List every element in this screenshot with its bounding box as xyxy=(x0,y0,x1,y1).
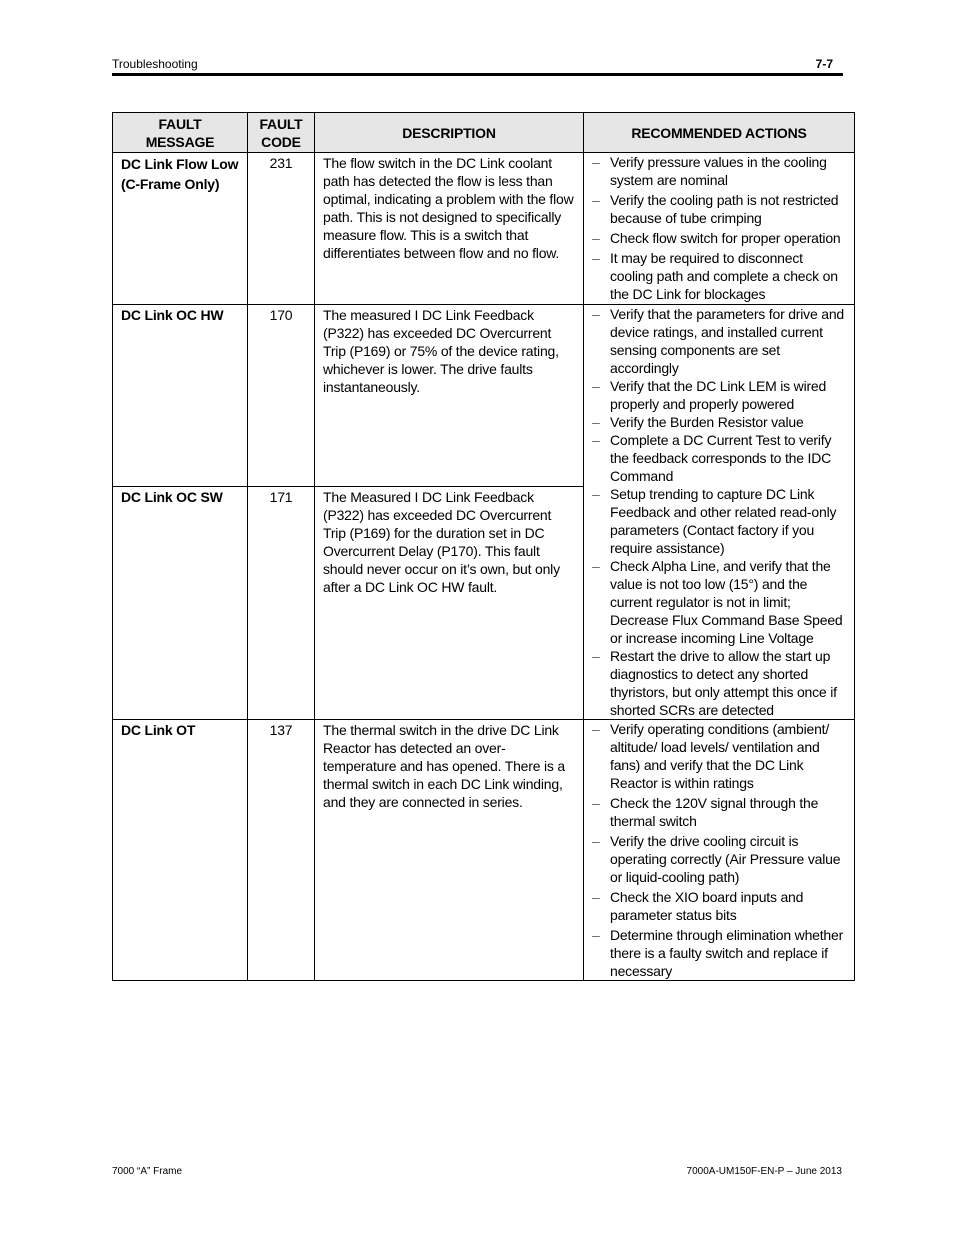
action-item: – Verify the drive cooling circuit is operating correctly (Air Pressure value or liquid-cooling path) xyxy=(592,832,846,886)
action-item: – Verify the cooling path is not restricted because of tube crimping xyxy=(592,191,846,227)
footer-publication: 7000A-UM150F-EN-P – June 2013 xyxy=(686,1166,842,1177)
table-header-row xyxy=(113,113,855,153)
action-item: – Verify operating conditions (ambient/ altitude/ load levels/ ventilation and fans) and verify that the DC Link Reactor is within ratings xyxy=(592,720,846,792)
running-header-section: Troubleshooting xyxy=(112,57,198,71)
fault-code: 231 xyxy=(248,153,315,305)
recommended-actions xyxy=(584,305,855,720)
fault-code: 171 xyxy=(248,487,315,720)
fault-code: 170 xyxy=(248,305,315,487)
action-item: – Check flow switch for proper operation xyxy=(592,229,846,247)
action-item: – Verify that the parameters for drive and device ratings, and installed current sensing components are set accordingly xyxy=(592,305,846,377)
column-header-fault-message: FAULT MESSAGE xyxy=(113,113,248,153)
fault-description: The Measured I DC Link Feedback (P322) has exceeded DC Overcurrent Trip (P169) for the duration set in DC Overcurrent Delay (P170). This fault should never occur on it’s own, but only after a DC Link OC HW fault. xyxy=(315,487,584,720)
column-header-recommended-actions: RECOMMENDED ACTIONS xyxy=(584,113,855,153)
fault-message: DC Link OC SW xyxy=(113,487,248,720)
action-item: – Determine through elimination whether there is a faulty switch and replace if necessary xyxy=(592,926,846,980)
recommended-actions xyxy=(584,153,855,305)
action-item: – Verify pressure values in the cooling system are nominal xyxy=(592,153,846,189)
fault-message: DC Link OC HW xyxy=(113,305,248,487)
header-rule xyxy=(112,73,843,76)
action-item: – Setup trending to capture DC Link Feedback and other related read-only parameters (Contact factory if you require assistance) xyxy=(592,485,846,557)
table-row xyxy=(113,305,855,487)
footer-product: 7000 “A” Frame xyxy=(112,1166,183,1177)
fault-message-line: (C-Frame Only) xyxy=(121,176,220,192)
fault-table xyxy=(112,112,855,981)
action-item: – It may be required to disconnect cooling path and complete a check on the DC Link for blockages xyxy=(592,249,846,303)
fault-description: The measured I DC Link Feedback (P322) has exceeded DC Overcurrent Trip (P169) or 75% of the device rating, whichever is lower. The drive faults instantaneously. xyxy=(315,305,584,487)
action-item: – Check Alpha Line, and verify that the value is not too low (15°) and the current regulator is not in limit; Decrease Flux Command Base Speed or increase incoming Line Voltage xyxy=(592,557,846,647)
table-row xyxy=(113,720,855,981)
action-item: – Verify the Burden Resistor value xyxy=(592,413,846,431)
fault-message xyxy=(113,153,248,305)
fault-message-line: DC Link Flow Low xyxy=(121,156,239,172)
fault-description: The flow switch in the DC Link coolant path has detected the flow is less than optimal, indicating a problem with the flow path. This is not designed to specifically measure flow. This is a switch that differentiates between flow and no flow. xyxy=(315,153,584,305)
action-item: – Verify that the DC Link LEM is wired properly and properly powered xyxy=(592,377,846,413)
action-item: – Check the XIO board inputs and parameter status bits xyxy=(592,888,846,924)
fault-message: DC Link OT xyxy=(113,720,248,981)
table-row xyxy=(113,153,855,305)
recommended-actions xyxy=(584,720,855,981)
fault-code: 137 xyxy=(248,720,315,981)
column-header-fault-code: FAULT CODE xyxy=(248,113,315,153)
fault-description: The thermal switch in the drive DC Link Reactor has detected an over-temperature and has opened. There is a thermal switch in each DC Link winding, and they are connected in series. xyxy=(315,720,584,981)
action-item: – Restart the drive to allow the start up diagnostics to detect any shorted thyristors, but only attempt this once if shorted SCRs are detected xyxy=(592,647,846,719)
action-item: – Check the 120V signal through the thermal switch xyxy=(592,794,846,830)
column-header-description: DESCRIPTION xyxy=(315,113,584,153)
page-number: 7-7 xyxy=(815,57,833,71)
action-item: – Complete a DC Current Test to verify the feedback corresponds to the IDC Command xyxy=(592,431,846,485)
